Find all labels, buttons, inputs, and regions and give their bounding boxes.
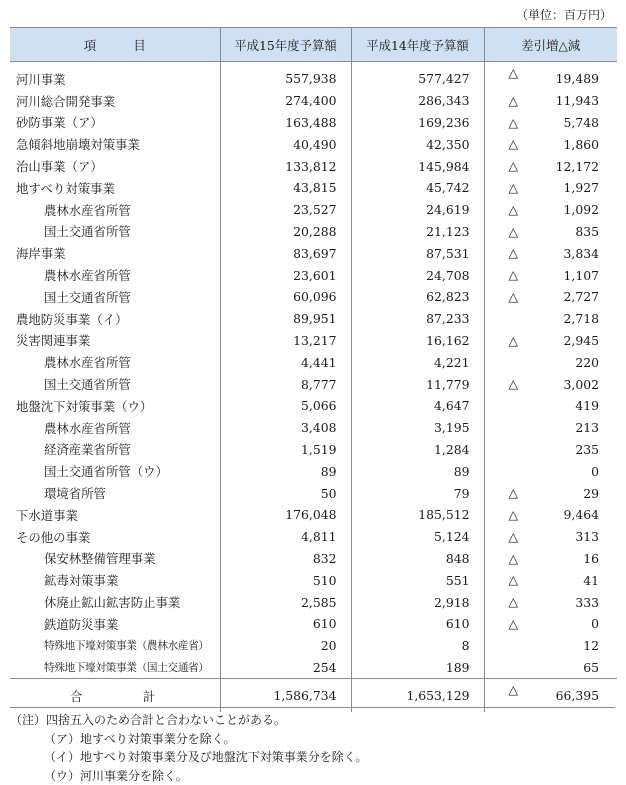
h14-value: 24,619 (351, 199, 484, 221)
diff-value: 220 (575, 355, 599, 370)
diff-value: 1,860 (564, 137, 599, 152)
h14-value: 79 (351, 482, 484, 504)
table-row (10, 133, 617, 155)
total-h14: 1,653,129 (351, 679, 484, 713)
total-diff (484, 679, 617, 713)
diff-value: 1,092 (564, 202, 599, 217)
diff-cell (484, 417, 617, 439)
diff-value: 419 (575, 398, 599, 413)
diff-value: 313 (575, 529, 599, 544)
diff-cell (484, 657, 617, 679)
note-a: （ア）地すべり対策事業分を除く。 (10, 730, 368, 749)
table-row (10, 351, 617, 373)
table-row (10, 177, 617, 199)
h15-value: 832 (220, 548, 351, 570)
diff-cell (484, 395, 617, 417)
h15-value: 60,096 (220, 286, 351, 308)
h15-value: 23,601 (220, 264, 351, 286)
h14-value: 42,350 (351, 133, 484, 155)
h14-value: 5,124 (351, 526, 484, 548)
diff-value: 835 (575, 224, 599, 239)
item-name: 災害関連事業 (10, 330, 220, 352)
h15-value: 610 (220, 613, 351, 635)
item-name: 経済産業省所管 (10, 439, 220, 461)
h15-value: 23,527 (220, 199, 351, 221)
h15-value: 274,400 (220, 90, 351, 112)
decrease-mark: △ (509, 616, 519, 631)
item-name: 砂防事業（ア） (10, 112, 220, 134)
item-name: 国土交通省所管 (10, 373, 220, 395)
table-row (10, 657, 617, 679)
diff-cell (484, 133, 617, 155)
item-name: 地盤沈下対策事業（ウ） (10, 395, 220, 417)
diff-value: 2,727 (564, 289, 599, 304)
note-i: （イ）地すべり対策事業分及び地盤沈下対策事業分を除く。 (10, 748, 368, 767)
item-name: 治山事業（ア） (10, 155, 220, 177)
table-row (10, 308, 617, 330)
total-label: 合 計 (10, 679, 220, 713)
diff-cell (484, 199, 617, 221)
h14-value: 577,427 (351, 62, 484, 90)
item-name: 農林水産省所管 (10, 417, 220, 439)
h15-value: 50 (220, 482, 351, 504)
diff-value: 1,927 (564, 180, 599, 195)
diff-value: 12,172 (556, 159, 599, 174)
header-item: 項 目 (10, 28, 220, 62)
diff-value: 2,945 (564, 333, 599, 348)
item-name: 鉄道防災事業 (10, 613, 220, 635)
table-row (10, 526, 617, 548)
h14-value: 3,195 (351, 417, 484, 439)
diff-cell (484, 221, 617, 243)
diff-cell (484, 330, 617, 352)
table-row (10, 395, 617, 417)
decrease-mark: △ (509, 529, 519, 544)
table-row (10, 591, 617, 613)
table-row (10, 504, 617, 526)
h14-value: 286,343 (351, 90, 484, 112)
item-name: 農地防災事業（イ） (10, 308, 220, 330)
decrease-mark: △ (509, 65, 519, 80)
item-name: 農林水産省所管 (10, 351, 220, 373)
item-name: 特殊地下壕対策事業（農林水産省） (10, 635, 220, 657)
h15-value: 83,697 (220, 242, 351, 264)
h14-value: 89 (351, 460, 484, 482)
diff-value: 0 (591, 464, 599, 479)
diff-value: 235 (575, 442, 599, 457)
diff-value: 9,464 (564, 507, 599, 522)
item-name: 休廃止鉱山鉱害防止事業 (10, 591, 220, 613)
table-row (10, 460, 617, 482)
unit-label: （単位：百万円） (516, 6, 612, 23)
table-row (10, 373, 617, 395)
item-name: 急傾斜地崩壊対策事業 (10, 133, 220, 155)
diff-value: 29 (583, 486, 599, 501)
h14-value: 169,236 (351, 112, 484, 134)
diff-cell (484, 308, 617, 330)
diff-value: 5,748 (564, 115, 599, 130)
diff-cell (484, 548, 617, 570)
diff-value: 213 (575, 420, 599, 435)
item-name: 農林水産省所管 (10, 264, 220, 286)
item-name: 農林水産省所管 (10, 199, 220, 221)
decrease-mark: △ (509, 158, 519, 173)
h14-value: 11,779 (351, 373, 484, 395)
diff-cell (484, 90, 617, 112)
h14-value: 189 (351, 657, 484, 679)
diff-cell (484, 242, 617, 264)
h15-value: 3,408 (220, 417, 351, 439)
h15-value: 89,951 (220, 308, 351, 330)
notes (10, 711, 368, 785)
item-name: 特殊地下壕対策事業（国土交通省） (10, 657, 220, 679)
h14-value: 4,647 (351, 395, 484, 417)
table-row (10, 90, 617, 112)
h14-value: 551 (351, 569, 484, 591)
h14-value: 185,512 (351, 504, 484, 526)
diff-value: 65 (583, 660, 599, 675)
table-row (10, 242, 617, 264)
item-name: 河川総合開発事業 (10, 90, 220, 112)
diff-cell (484, 526, 617, 548)
diff-value: 11,943 (556, 93, 599, 108)
diff-value: 1,107 (564, 268, 599, 283)
diff-cell (484, 373, 617, 395)
diff-cell (484, 155, 617, 177)
table-row (10, 199, 617, 221)
item-name: 環境省所管 (10, 482, 220, 504)
diff-value: 41 (583, 573, 599, 588)
table-row (10, 439, 617, 461)
h15-value: 20 (220, 635, 351, 657)
decrease-mark: △ (509, 682, 519, 697)
table-row (10, 613, 617, 635)
diff-cell (484, 177, 617, 199)
decrease-mark: △ (509, 180, 519, 195)
decrease-mark: △ (509, 572, 519, 587)
h14-value: 87,233 (351, 308, 484, 330)
h14-value: 8 (351, 635, 484, 657)
diff-cell (484, 286, 617, 308)
diff-value: 16 (583, 551, 599, 566)
diff-value: 3,002 (564, 377, 599, 392)
table-row (10, 417, 617, 439)
total-h15: 1,586,734 (220, 679, 351, 713)
table-row (10, 569, 617, 591)
table-row (10, 62, 617, 90)
h15-value: 254 (220, 657, 351, 679)
h15-value: 163,488 (220, 112, 351, 134)
h14-value: 24,708 (351, 264, 484, 286)
h15-value: 557,938 (220, 62, 351, 90)
h15-value: 4,441 (220, 351, 351, 373)
decrease-mark: △ (509, 93, 519, 108)
header-h14: 平成14年度予算額 (351, 28, 484, 62)
table-row (10, 221, 617, 243)
table-row (10, 482, 617, 504)
diff-value: 19,489 (556, 71, 599, 86)
decrease-mark: △ (509, 551, 519, 566)
diff-cell (484, 112, 617, 134)
item-name: 国土交通省所管 (10, 286, 220, 308)
diff-cell (484, 62, 617, 90)
note-main: （注）四捨五入のため合計と合わないことがある。 (10, 711, 368, 730)
item-name: 鉱毒対策事業 (10, 569, 220, 591)
budget-table (10, 27, 617, 712)
item-name: 河川事業 (10, 62, 220, 90)
diff-cell (484, 460, 617, 482)
diff-value: 2,718 (564, 311, 599, 326)
item-name: 地すべり対策事業 (10, 177, 220, 199)
diff-value: 3,834 (564, 246, 599, 261)
item-name: 海岸事業 (10, 242, 220, 264)
table-row (10, 330, 617, 352)
decrease-mark: △ (509, 136, 519, 151)
h14-value: 2,918 (351, 591, 484, 613)
decrease-mark: △ (509, 333, 519, 348)
item-name: 国土交通省所管（ウ） (10, 460, 220, 482)
diff-cell (484, 635, 617, 657)
h14-value: 4,221 (351, 351, 484, 373)
diff-value: 0 (591, 616, 599, 631)
decrease-mark: △ (509, 202, 519, 217)
diff-cell (484, 482, 617, 504)
diff-cell (484, 351, 617, 373)
header-h15: 平成15年度予算額 (220, 28, 351, 62)
h15-value: 1,519 (220, 439, 351, 461)
h15-value: 510 (220, 569, 351, 591)
decrease-mark: △ (509, 224, 519, 239)
h15-value: 2,585 (220, 591, 351, 613)
total-row (10, 679, 617, 713)
header-row (10, 28, 617, 62)
h14-value: 610 (351, 613, 484, 635)
diff-cell (484, 264, 617, 286)
h14-value: 16,162 (351, 330, 484, 352)
header-diff: 差引増△減 (484, 28, 617, 62)
table-row (10, 548, 617, 570)
decrease-mark: △ (509, 289, 519, 304)
table-row (10, 112, 617, 134)
diff-cell (484, 504, 617, 526)
table-row (10, 264, 617, 286)
table-row (10, 286, 617, 308)
h14-value: 45,742 (351, 177, 484, 199)
note-u: （ウ）河川事業分を除く。 (10, 767, 368, 785)
h14-value: 145,984 (351, 155, 484, 177)
diff-value: 12 (583, 638, 599, 653)
table-row (10, 155, 617, 177)
decrease-mark: △ (509, 485, 519, 500)
item-name: 国土交通省所管 (10, 221, 220, 243)
decrease-mark: △ (509, 267, 519, 282)
total-diff-value: 66,395 (556, 688, 599, 703)
h15-value: 20,288 (220, 221, 351, 243)
h15-value: 89 (220, 460, 351, 482)
h14-value: 848 (351, 548, 484, 570)
h15-value: 40,490 (220, 133, 351, 155)
diff-cell (484, 613, 617, 635)
decrease-mark: △ (509, 115, 519, 130)
item-name: 下水道事業 (10, 504, 220, 526)
h15-value: 8,777 (220, 373, 351, 395)
h15-value: 13,217 (220, 330, 351, 352)
table-body (10, 62, 617, 679)
diff-cell (484, 569, 617, 591)
h15-value: 5,066 (220, 395, 351, 417)
decrease-mark: △ (509, 376, 519, 391)
h15-value: 176,048 (220, 504, 351, 526)
h14-value: 1,284 (351, 439, 484, 461)
h14-value: 62,823 (351, 286, 484, 308)
diff-cell (484, 439, 617, 461)
h15-value: 43,815 (220, 177, 351, 199)
h14-value: 87,531 (351, 242, 484, 264)
decrease-mark: △ (509, 245, 519, 260)
decrease-mark: △ (509, 594, 519, 609)
h15-value: 133,812 (220, 155, 351, 177)
diff-cell (484, 591, 617, 613)
decrease-mark: △ (509, 507, 519, 522)
diff-value: 333 (575, 595, 599, 610)
item-name: その他の事業 (10, 526, 220, 548)
table-row (10, 635, 617, 657)
h14-value: 21,123 (351, 221, 484, 243)
h15-value: 4,811 (220, 526, 351, 548)
item-name: 保安林整備管理事業 (10, 548, 220, 570)
